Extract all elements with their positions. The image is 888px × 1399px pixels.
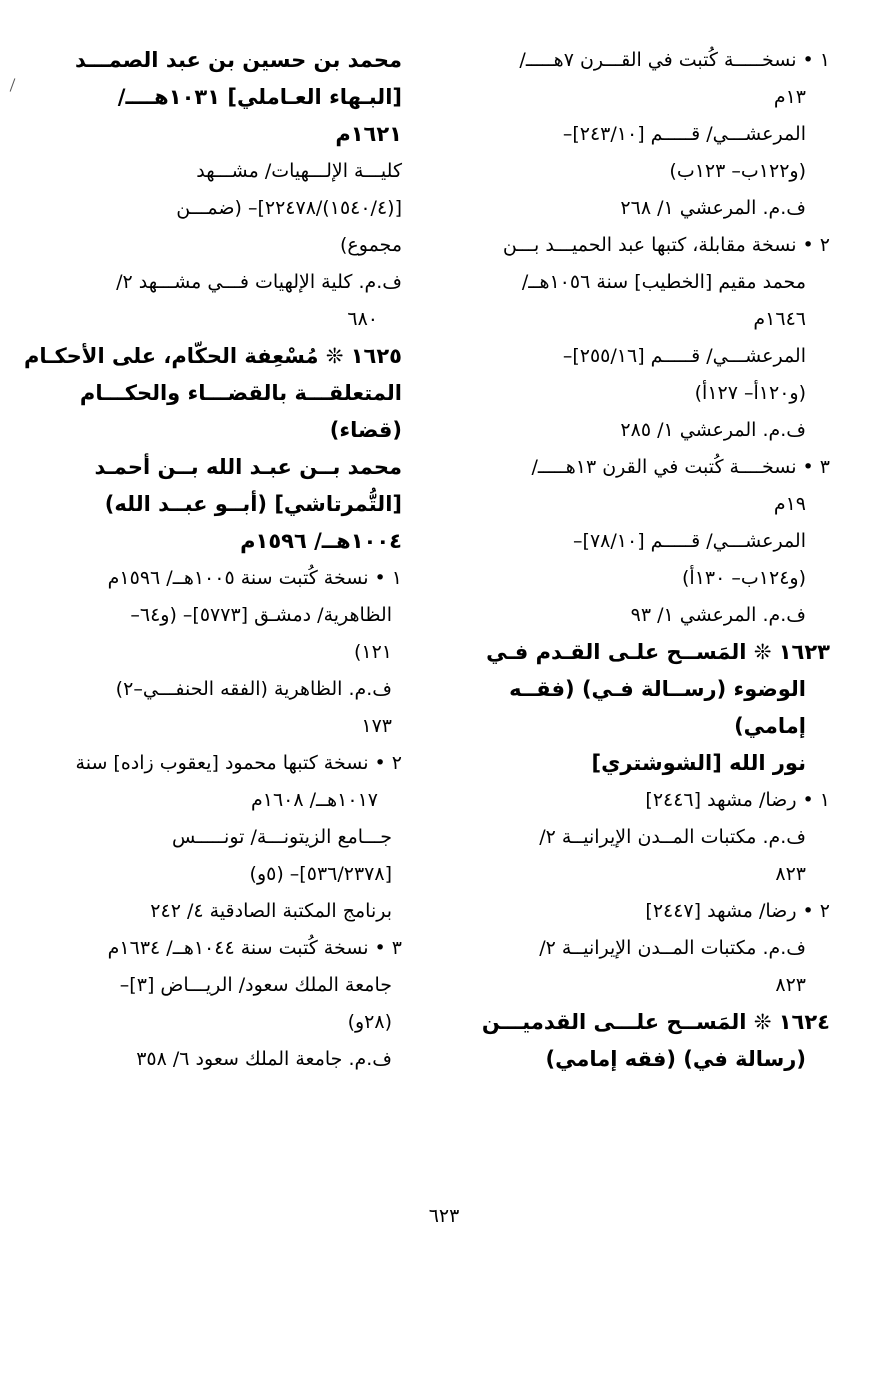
right-column-line: (و١٢٢ب– ١٢٣ب)	[669, 160, 806, 182]
right-column-line: إمامي)	[734, 714, 806, 738]
right-column-line: ١٦٢٤ ❊ المَســح علـــى القدميـــن	[481, 1010, 830, 1034]
right-column-line: (و١٢٠أ– ١٢٧أ)	[694, 382, 806, 404]
left-column-line: ١ • نسخة كُتبت سنة ١٠٠٥هــ/ ١٥٩٦م	[107, 567, 402, 589]
right-column	[478, 42, 830, 1078]
left-column-line: مجموع)	[340, 234, 402, 256]
left-column-line: (قضاء)	[329, 418, 402, 442]
left-column-line: [التُّمرتاشي] (أبــو عبــد الله)	[104, 492, 402, 516]
page-number: ٦٢٣	[428, 1205, 460, 1227]
left-column-line: ١٠٠٤هــ/ ١٥٩٦م	[240, 529, 402, 553]
right-column-line: الوضوء (رســالة فـي) (فقــه	[509, 677, 806, 701]
right-column-line: ٨٢٣	[775, 863, 806, 885]
right-column-line: ١٦٤٦م	[753, 308, 806, 330]
right-column-line: ف.م. المرعشي ١/ ٢٦٨	[620, 197, 806, 219]
left-column-line: ١٧٣	[361, 715, 392, 737]
left-column-line: محمد بن حسين بن عبد الصمـــد	[74, 48, 402, 72]
left-column-line: ١٠١٧هــ/ ١٦٠٨م	[250, 789, 378, 811]
left-column-line: ف.م. كلية الإلهيات فـــي مشـــهد ٢/	[116, 271, 402, 293]
left-column-line: [٥٣٦/٢٣٧٨]– (٥و)	[249, 863, 392, 885]
left-column	[24, 42, 402, 1078]
left-column-line: الظاهرية/ دمشـق [٥٧٧٣]– (و٦٤–	[130, 604, 392, 626]
right-column-line: المرعشـــي/ قـــــم [٢٥٥/١٦]–	[562, 345, 806, 367]
right-column-line: ١٦٢٣ ❊ المَســح علـى القـدم فـي	[486, 640, 830, 664]
right-column-line: (و١٢٤ب– ١٣٠أ)	[682, 567, 806, 589]
left-column-line: ١٦٢١م	[335, 122, 402, 146]
stray-mark	[10, 78, 16, 91]
right-column-line: ف.م. مكتبات المــدن الإيرانيــة ٢/	[539, 826, 806, 848]
left-column-line: برنامج المكتبة الصادقية ٤/ ٢٤٢	[150, 900, 392, 922]
left-column-line: (٢٨و)	[347, 1011, 392, 1033]
left-column-line: محمد بــن عبـد الله بــن أحمـد	[94, 455, 402, 479]
left-column-line: ٣ • نسخة كُتبت سنة ١٠٤٤هــ/ ١٦٣٤م	[107, 937, 402, 959]
right-column-line: ٣ • نسخــــة كُتبت في القرن ١٣هـــــ/	[531, 456, 830, 478]
right-column-line: (رسالة في) (فقه إمامي)	[545, 1047, 806, 1071]
right-column-line: ١ • رضا/ مشهد [٢٤٤٦]	[645, 789, 830, 811]
right-column-line: ١٣م	[773, 86, 806, 108]
right-column-line: ٢ • نسخة مقابلة، كتبها عبد الحميـــد بـــن	[502, 234, 830, 256]
left-column-line: كليـــة الإلـــهيات/ مشـــهد	[196, 160, 402, 182]
left-column-line: ٢ • نسخة كتبها محمود [يعقوب زاده] سنة	[75, 752, 402, 774]
left-column-line: ١٢١)	[353, 641, 392, 663]
right-column-line: ف.م. المرعشي ١/ ٩٣	[630, 604, 806, 626]
right-column-line: ف.م. مكتبات المــدن الإيرانيــة ٢/	[539, 937, 806, 959]
left-column-line: المتعلقـــة بالقضـــاء والحكـــام	[79, 381, 402, 405]
right-column-line: نور الله [الشوشتري]	[591, 751, 806, 775]
left-column-line: ٦٨٠	[347, 308, 378, 330]
right-column-line: ١٩م	[773, 493, 806, 515]
right-column-line: المرعشـــي/ قـــــم [٧٨/١٠]–	[573, 530, 806, 552]
right-column-line: المرعشـــي/ قـــــم [٢٤٣/١٠]–	[562, 123, 806, 145]
left-column-line: جامعة الملك سعود/ الريـــاض [٣]–	[119, 974, 392, 996]
right-column-line: ف.م. المرعشي ١/ ٢٨٥	[620, 419, 806, 441]
right-column-line: ٨٢٣	[775, 974, 806, 996]
left-column-line: [البـهاء العـاملي] ١٠٣١هــــ/	[117, 85, 402, 109]
left-column-line: ف.م. الظاهرية (الفقه الحنفـــي–٢)	[115, 678, 392, 700]
right-column-line: ٢ • رضا/ مشهد [٢٤٤٧]	[645, 900, 830, 922]
right-column-line: ١ • نسخـــــة كُتبت في القـــرن ٧هـــــ/	[519, 49, 830, 71]
left-column-line: ١٦٢٥ ❊ مُسْعِفة الحكّام، على الأحكـام	[24, 344, 402, 368]
right-column-line: محمد مقيم [الخطيب] سنة ١٠٥٦هــ/	[521, 271, 806, 293]
left-column-line: [(١٥٤٠/٤)/٢٢٤٧٨]– (ضمـــن	[176, 197, 402, 219]
left-column-line: ف.م. جامعة الملك سعود ٦/ ٣٥٨	[136, 1048, 392, 1070]
left-column-line: جـــامع الزيتونـــة/ تونـــــس	[171, 826, 392, 848]
